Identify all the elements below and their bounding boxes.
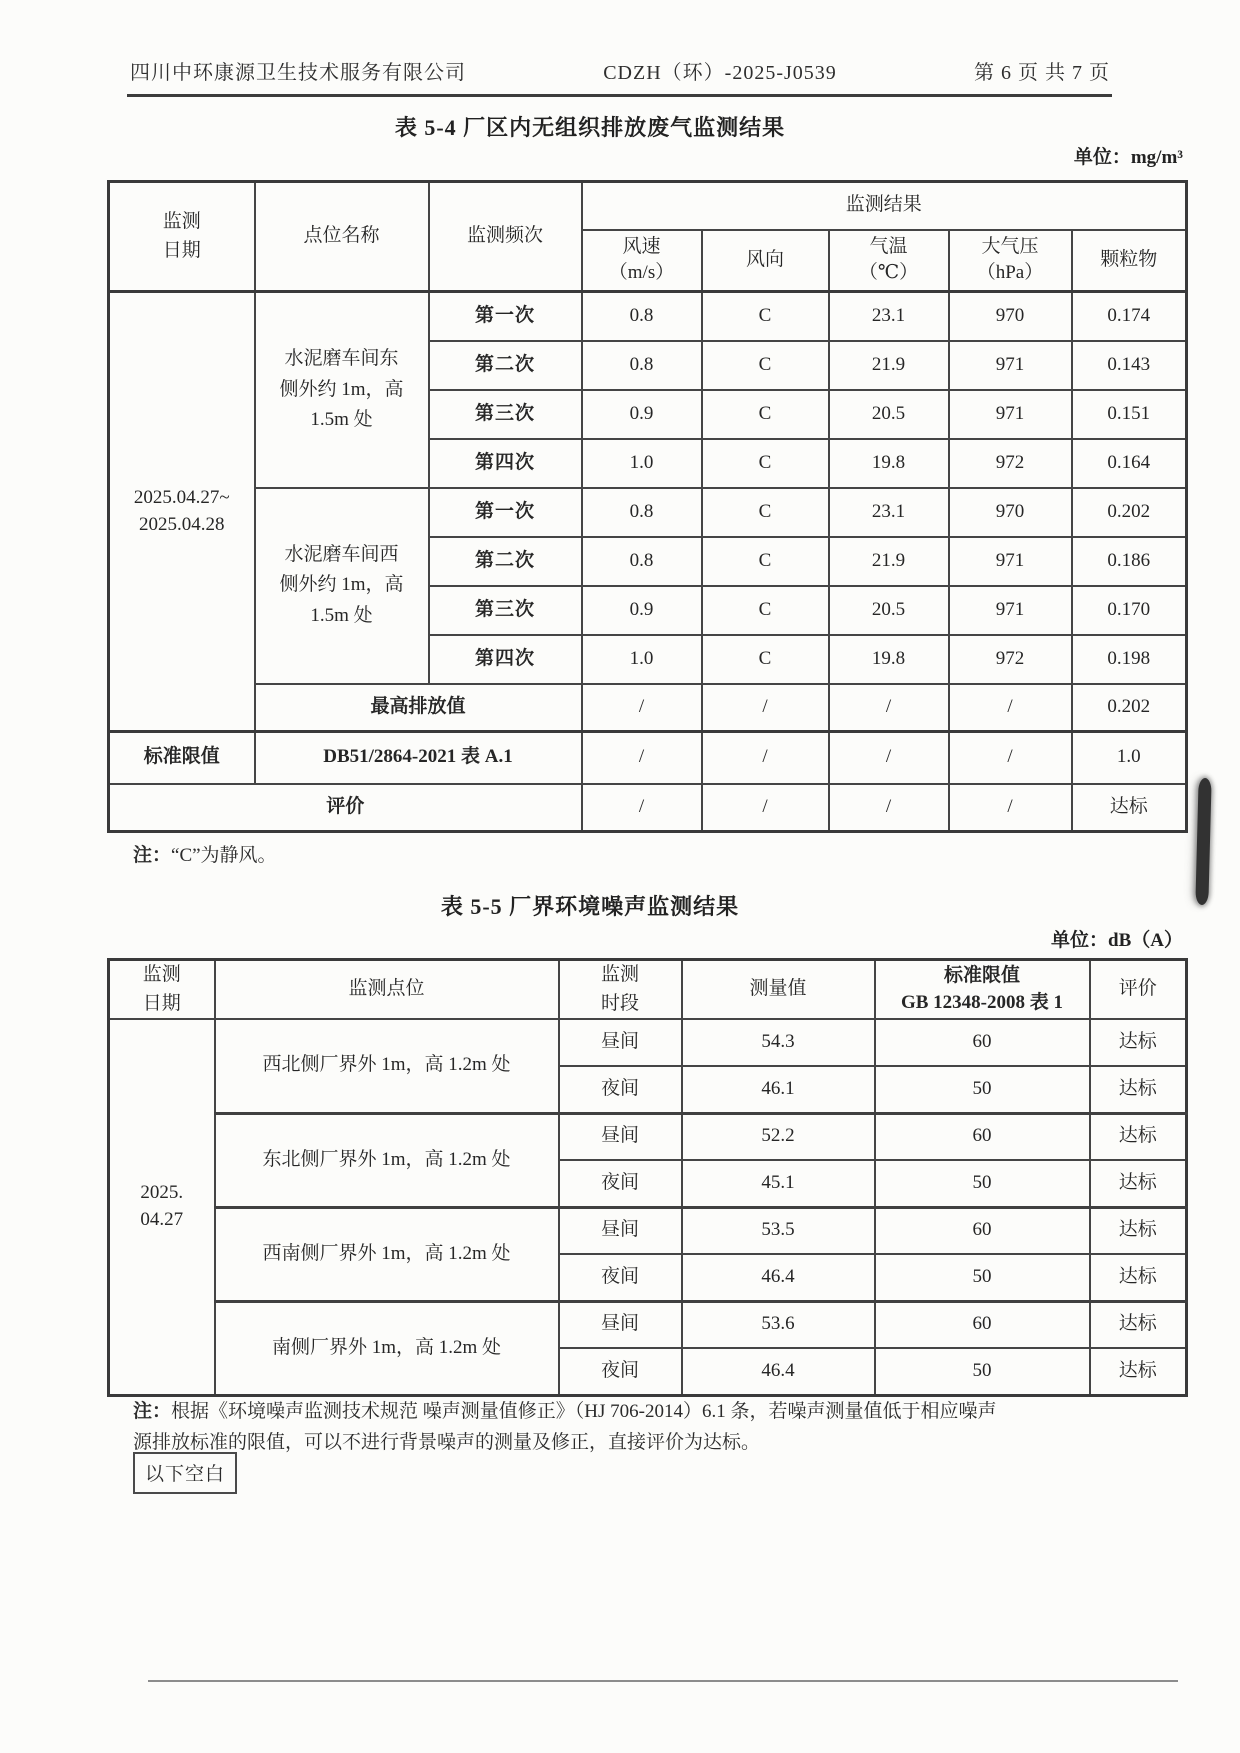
cell-pressure: 970 — [949, 488, 1072, 537]
cell-eval: 达标 — [1090, 1066, 1187, 1113]
cell-value: 53.5 — [682, 1207, 875, 1254]
cell-eval: 达标 — [1090, 1254, 1187, 1301]
company-name: 四川中环康源卫生技术服务有限公司 — [130, 62, 466, 84]
cell-limit: 50 — [875, 1160, 1090, 1207]
temp-label: 气温 — [869, 235, 908, 257]
table5-5-title: 表 5-5 厂界环境噪声监测结果 — [440, 894, 740, 919]
cell-wind-speed: 0.9 — [582, 390, 702, 439]
cell-value: 46.4 — [682, 1254, 875, 1301]
cell-limit: 60 — [875, 1207, 1090, 1254]
cell-limit: 60 — [875, 1113, 1090, 1160]
cell-period: 夜间 — [559, 1066, 682, 1113]
cell-particulate: 0.164 — [1072, 439, 1187, 488]
header-divider — [127, 94, 1112, 97]
cell-wind-dir: C — [702, 488, 829, 537]
col-header-freq: 监测频次 — [429, 182, 582, 292]
cell-particulate: 0.186 — [1072, 537, 1187, 586]
page-number: 第 6 页 共 7 页 — [973, 62, 1110, 84]
max-emission-row — [109, 684, 1187, 732]
cell-wind-speed: 0.8 — [582, 292, 702, 341]
cell-freq: 第四次 — [429, 635, 582, 684]
table-row — [109, 292, 1187, 341]
max-particulate: 0.202 — [1072, 684, 1187, 732]
cell-particulate: 0.151 — [1072, 390, 1187, 439]
table-row — [109, 488, 1187, 537]
col-header-pressure — [949, 230, 1072, 292]
max-pressure: / — [949, 684, 1072, 732]
cell-value: 52.2 — [682, 1113, 875, 1160]
cell-wind-speed: 0.9 — [582, 586, 702, 635]
col-header-value: 测量值 — [682, 960, 875, 1020]
cell-particulate: 0.174 — [1072, 292, 1187, 341]
cell-wind-dir: C — [702, 341, 829, 390]
cell-limit: 60 — [875, 1301, 1090, 1348]
col-header-point: 点位名称 — [255, 182, 429, 292]
cell-eval: 达标 — [1090, 1301, 1187, 1348]
cell-point-northeast: 东北侧厂界外 1m，高 1.2m 处 — [215, 1113, 559, 1207]
cell-period: 夜间 — [559, 1160, 682, 1207]
standard-limit-ref: DB51/2864-2021 表 A.1 — [255, 732, 582, 784]
note-text: “C”为静风。 — [171, 845, 277, 866]
col-header-limit: 标准限值 GB 12348-2008 表 1 — [875, 960, 1090, 1020]
cell-eval: 达标 — [1090, 1019, 1187, 1066]
blank-below-marker: 以下空白 — [133, 1452, 237, 1494]
col-header-wind-speed — [582, 230, 702, 292]
cell-period: 昼间 — [559, 1207, 682, 1254]
cell-wind-speed: 1.0 — [582, 635, 702, 684]
col-header-point: 监测点位 — [215, 960, 559, 1020]
table5-5-unit: 单位：dB（A） — [1051, 930, 1183, 951]
document-number: CDZH（环）-2025-J0539 — [603, 62, 837, 84]
cell-eval: 达标 — [1090, 1207, 1187, 1254]
pressure-unit: （hPa） — [976, 262, 1044, 284]
col-header-particulate: 颗粒物 — [1072, 230, 1187, 292]
cell-period: 夜间 — [559, 1348, 682, 1395]
note-line-2: 源排放标准的限值，可以不进行背景噪声的测量及修正，直接评价为达标。 — [133, 1432, 761, 1453]
table5-4-unit: 单位：mg/m³ — [1073, 147, 1183, 168]
cell-wind-dir: C — [702, 390, 829, 439]
cell-particulate: 0.143 — [1072, 341, 1187, 390]
table-row — [109, 1019, 1187, 1066]
cell-temp: 19.8 — [829, 439, 949, 488]
cell-freq: 第三次 — [429, 586, 582, 635]
cell-value: 45.1 — [682, 1160, 875, 1207]
cell-pressure: 971 — [949, 390, 1072, 439]
eval-temp: / — [829, 784, 949, 832]
col-header-date: 监测日期 — [109, 960, 215, 1020]
max-emission-label: 最高排放值 — [255, 684, 582, 732]
cell-value: 53.6 — [682, 1301, 875, 1348]
cell-value: 54.3 — [682, 1019, 875, 1066]
cell-point-east: 水泥磨车间东侧外约 1m，高 1.5m 处 — [255, 292, 429, 488]
cell-wind-speed: 0.8 — [582, 537, 702, 586]
evaluation-row — [109, 784, 1187, 832]
eval-particulate: 达标 — [1072, 784, 1187, 832]
cell-eval: 达标 — [1090, 1348, 1187, 1395]
limit-pressure: / — [949, 732, 1072, 784]
note-prefix: 注： — [133, 1401, 172, 1422]
noise-monitoring-table — [107, 958, 1188, 1397]
eval-pressure: / — [949, 784, 1072, 832]
footer-divider — [148, 1680, 1178, 1682]
cell-value: 46.1 — [682, 1066, 875, 1113]
cell-wind-dir: C — [702, 439, 829, 488]
cell-temp: 20.5 — [829, 390, 949, 439]
page-header — [130, 56, 1110, 85]
cell-temp: 19.8 — [829, 635, 949, 684]
limit-wind-dir: / — [702, 732, 829, 784]
col-header-eval: 评价 — [1090, 960, 1187, 1020]
wind-speed-unit: （m/s） — [608, 262, 675, 284]
col-header-temp — [829, 230, 949, 292]
gas-header-row-1 — [109, 182, 1187, 230]
cell-monitor-date: 2025.04.27~ 2025.04.28 — [109, 292, 255, 732]
cell-wind-speed: 0.8 — [582, 341, 702, 390]
cell-point-northwest: 西北侧厂界外 1m，高 1.2m 处 — [215, 1019, 559, 1113]
noise-table-note — [133, 1396, 1188, 1458]
cell-eval: 达标 — [1090, 1160, 1187, 1207]
table5-4-title: 表 5-4 厂区内无组织排放废气监测结果 — [394, 115, 786, 140]
cell-limit: 60 — [875, 1019, 1090, 1066]
cell-point-west: 水泥磨车间西侧外约 1m，高 1.5m 处 — [255, 488, 429, 684]
gas-monitoring-table — [107, 180, 1188, 833]
max-wind-dir: / — [702, 684, 829, 732]
cell-particulate: 0.202 — [1072, 488, 1187, 537]
eval-wind-speed: / — [582, 784, 702, 832]
cell-limit: 50 — [875, 1066, 1090, 1113]
cell-wind-dir: C — [702, 537, 829, 586]
cell-freq: 第三次 — [429, 390, 582, 439]
cell-pressure: 971 — [949, 537, 1072, 586]
cell-monitor-date: 2025. 04.27 — [109, 1019, 215, 1395]
max-wind-speed: / — [582, 684, 702, 732]
cell-period: 昼间 — [559, 1019, 682, 1066]
evaluation-label: 评价 — [109, 784, 582, 832]
cell-wind-dir: C — [702, 586, 829, 635]
cell-wind-speed: 0.8 — [582, 488, 702, 537]
cell-temp: 20.5 — [829, 586, 949, 635]
limit-temp: / — [829, 732, 949, 784]
table-row — [109, 1301, 1187, 1348]
scan-artifact — [1195, 778, 1211, 905]
cell-pressure: 970 — [949, 292, 1072, 341]
col-header-result: 监测结果 — [582, 182, 1187, 230]
eval-wind-dir: / — [702, 784, 829, 832]
cell-pressure: 972 — [949, 635, 1072, 684]
temp-unit: （℃） — [858, 262, 919, 284]
noise-header-row — [109, 960, 1187, 1020]
cell-period: 夜间 — [559, 1254, 682, 1301]
table-row — [109, 1113, 1187, 1160]
cell-particulate: 0.170 — [1072, 586, 1187, 635]
cell-freq: 第一次 — [429, 292, 582, 341]
col-header-wind-dir: 风向 — [702, 230, 829, 292]
limit-particulate: 1.0 — [1072, 732, 1187, 784]
cell-wind-speed: 1.0 — [582, 439, 702, 488]
standard-limit-row — [109, 732, 1187, 784]
cell-wind-dir: C — [702, 292, 829, 341]
cell-temp: 23.1 — [829, 488, 949, 537]
note-line-1 — [133, 1396, 1188, 1427]
cell-temp: 23.1 — [829, 292, 949, 341]
cell-freq: 第二次 — [429, 537, 582, 586]
cell-freq: 第二次 — [429, 341, 582, 390]
cell-pressure: 972 — [949, 439, 1072, 488]
cell-pressure: 971 — [949, 586, 1072, 635]
cell-period: 昼间 — [559, 1113, 682, 1160]
cell-particulate: 0.198 — [1072, 635, 1187, 684]
cell-eval: 达标 — [1090, 1113, 1187, 1160]
cell-limit: 50 — [875, 1348, 1090, 1395]
max-temp: / — [829, 684, 949, 732]
col-header-period: 监测时段 — [559, 960, 682, 1020]
cell-pressure: 971 — [949, 341, 1072, 390]
note-text-1: 根据《环境噪声监测技术规范 噪声测量值修正》（HJ 706-2014）6.1 条，若噪声测量值低于相应噪声 — [171, 1401, 997, 1422]
cell-temp: 21.9 — [829, 537, 949, 586]
limit-wind-speed: / — [582, 732, 702, 784]
cell-limit: 50 — [875, 1254, 1090, 1301]
col-header-date: 监测日期 — [109, 182, 255, 292]
cell-period: 昼间 — [559, 1301, 682, 1348]
cell-wind-dir: C — [702, 635, 829, 684]
wind-speed-label: 风速 — [622, 235, 661, 257]
table-row — [109, 1207, 1187, 1254]
cell-freq: 第一次 — [429, 488, 582, 537]
gas-table-note — [133, 840, 277, 867]
cell-point-south: 南侧厂界外 1m，高 1.2m 处 — [215, 1301, 559, 1395]
standard-limit-label: 标准限值 — [109, 732, 255, 784]
cell-freq: 第四次 — [429, 439, 582, 488]
cell-value: 46.4 — [682, 1348, 875, 1395]
note-prefix: 注： — [133, 845, 172, 866]
pressure-label: 大气压 — [981, 235, 1039, 257]
cell-temp: 21.9 — [829, 341, 949, 390]
cell-point-southwest: 西南侧厂界外 1m，高 1.2m 处 — [215, 1207, 559, 1301]
